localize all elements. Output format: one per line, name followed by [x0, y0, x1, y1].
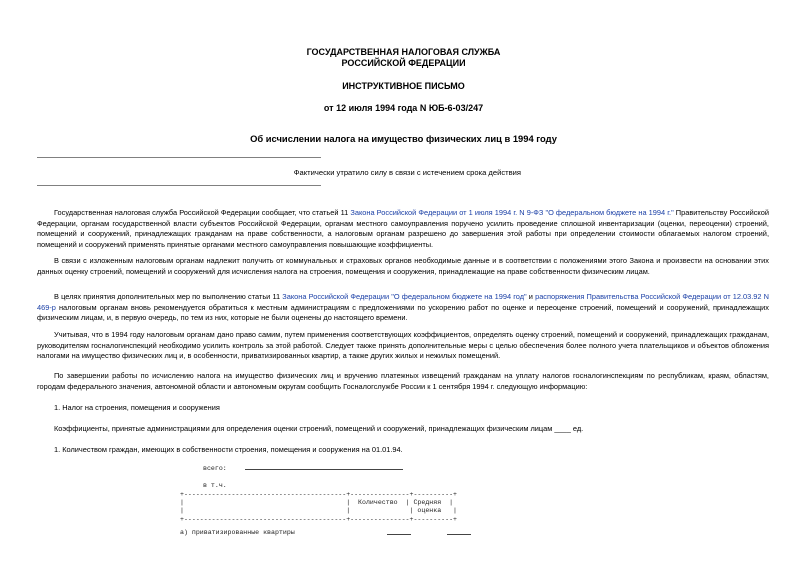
form-table-header: | | Количество | Средняя | — [180, 499, 454, 506]
paragraph-1 — [37, 208, 769, 250]
paragraph-coefficients: Коэффициенты, принятые администрациями для определения оценки строений, помещений и сооружений, принадлежащих физическим лицам ____ ед. — [54, 424, 584, 433]
paragraph-3-text-b: налоговым органам вновь рекомендуется обратиться к местным администрациям с предложениями по ускорению работ по оценке и переоценке строений, помещений и сооружений, принадлежащих физическим лицам, и, в первую очередь, по тем из них, которые не были оценены до настоящего времени. — [37, 302, 769, 323]
paragraph-4: Учитывая, что в 1994 году налоговым органам дано право самим, путем применения соответствующих коэффициентов, определять оценку строений, помещений и сооружений, принадлежащих гражданам, руководителям госналогинспекций необходимо усилить контроль за этой работой. Следует также принять дополнительные меры с целью обеспечения более полного учета плательщиков и объектов обложения налогами на имущество физических лиц и, в особенности, приватизированных квартир, а также других жилых и нежилых помещений. — [37, 330, 769, 361]
law-link-budget[interactable]: Закона Российской Федерации "О федеральном бюджете на 1994 год" — [282, 292, 527, 301]
section-heading: 1. Налог на строения, помещения и сооружения — [54, 403, 220, 412]
form-item-a-count-blank — [387, 534, 411, 535]
form-incl-label: в т.ч. — [203, 482, 227, 489]
form-total-blank — [245, 469, 403, 470]
paragraph-1-text-a: Государственная налоговая служба Российской Федерации сообщает, что статьей 11 — [54, 208, 351, 217]
document-title: Об исчислении налога на имущество физических лиц в 1994 году — [250, 133, 557, 144]
paragraph-3-text-a: В целях принятия дополнительных мер по выполнению статьи 11 — [54, 292, 283, 301]
paragraph-3-text-mid: и — [526, 292, 536, 301]
paragraph-1-text-b: Правительству Российской Федерации, органам государственной власти субъектов Российской Федерации, органам местного самоуправления поручено усилить проведение сплошной инвентаризации (оценки, переоценки) строений, помещений и сооружений, принадлежащих гражданам на праве собственности, а налоговым органам разрешено до завершения этой работы при определении стоимости облагаемых налогом строений, помещений и сооружений применять принятые органами местного самоуправления повышающие коэффициенты. — [37, 208, 769, 249]
divider-bottom — [37, 185, 321, 186]
paragraph-3 — [37, 292, 769, 324]
status-note: Фактически утратило силу в связи с истечением срока действия — [293, 168, 521, 177]
paragraph-count: 1. Количеством граждан, имеющих в собственности строения, помещения и сооружения на 01.01.94. — [54, 445, 403, 454]
form-total-label: всего: — [203, 465, 227, 472]
issuer-line-2: РОССИЙСКОЙ ФЕДЕРАЦИИ — [341, 58, 466, 68]
form-item-a-value-blank — [447, 534, 471, 535]
document-type: ИНСТРУКТИВНОЕ ПИСЬМО — [342, 81, 465, 91]
law-link-9fz[interactable]: Закона Российской Федерации от 1 июля 1994 г. N 9-ФЗ "О федеральном бюджете на 1994 г." — [350, 208, 674, 217]
paragraph-2: В связи с изложенным налоговым органам надлежит получить от коммунальных и страховых органов необходимые данные и в соответствии с положениями этого Закона и произвести на основании этих данных оценку строений, помещений и сооружений для исчисления налога на строения, помещения и сооружения, принадлежащие на праве собственности физическим лицам. — [37, 256, 769, 276]
issuer-line-1: ГОСУДАРСТВЕННАЯ НАЛОГОВАЯ СЛУЖБА — [306, 47, 501, 57]
form-table-header-2: | | | оценка | — [180, 507, 457, 514]
divider-top — [37, 157, 321, 158]
date-number: от 12 июля 1994 года N ЮБ-6-03/247 — [323, 103, 484, 113]
form-table-border-mid: +-----------------------------------------+---------------+----------+ — [180, 516, 457, 523]
form-item-a: а) приватизированные квартиры — [180, 529, 295, 536]
paragraph-5: По завершении работы по исчислению налога на имущество физических лиц и вручению платежных извещений гражданам на уплату налогов госналогинспекциям по республикам, краям, областям, городам федерального значения, автономной области и автономным округам сообщить Госналогслужбе России к 1 сентября 1994 г. следующую информацию: — [37, 371, 769, 391]
form-table-border-top: +-----------------------------------------+---------------+----------+ — [180, 491, 457, 498]
order-link-469r[interactable]: распоряжения Правительства Российской Федерации от 12.03.92 N 469-р — [37, 292, 769, 312]
